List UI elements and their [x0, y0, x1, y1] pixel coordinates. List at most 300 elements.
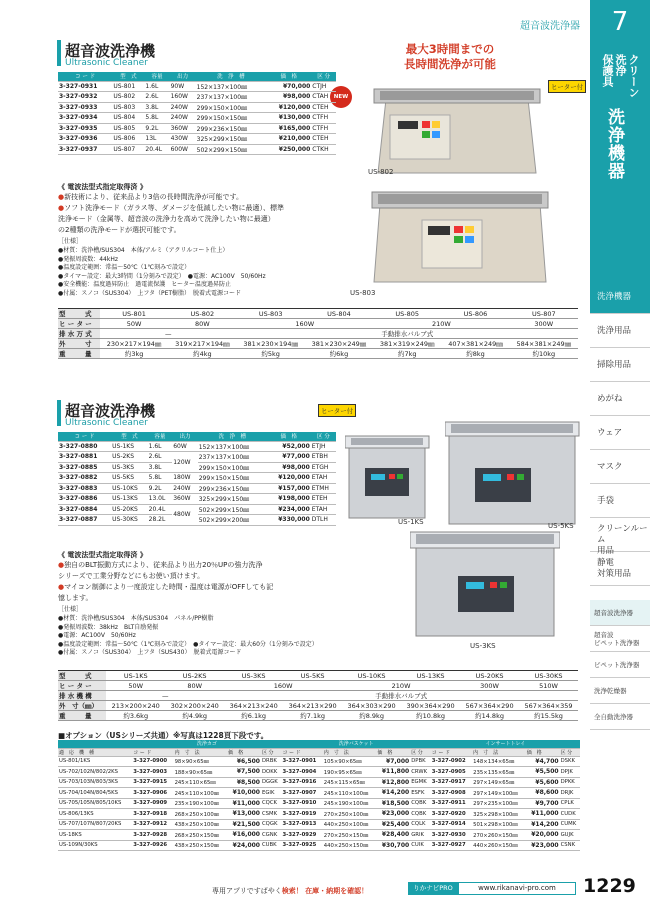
- options-cell: ¥8,600: [526, 788, 560, 799]
- options-cell: 3-327-0908: [431, 788, 472, 799]
- spec-value: 210W: [373, 319, 510, 329]
- table-cell: 3-327-0934: [58, 113, 112, 124]
- table-cell: 60W: [172, 441, 198, 452]
- table-cell: 3-327-0886: [58, 494, 111, 505]
- table-cell: US-804: [112, 113, 144, 124]
- column-header: コ ー ド: [58, 432, 111, 441]
- spec-row: [58, 329, 578, 339]
- options-cell: CUMK: [560, 819, 580, 830]
- options-cell: 3-327-0928: [132, 830, 173, 841]
- options-cell: ¥18,500: [376, 798, 410, 809]
- sidebar-subitem[interactable]: 洗浄乾燥器: [590, 678, 650, 704]
- options-cell: 438×250×150㎜: [174, 840, 228, 851]
- table-cell: 502×299×150㎜: [196, 144, 267, 155]
- table-cell: 1.6L: [148, 441, 173, 452]
- table-cell: ETMH: [311, 483, 336, 494]
- options-cell: 245×115×65㎜: [323, 777, 377, 788]
- options-subhead: 内 寸 法: [472, 748, 526, 756]
- table-row[interactable]: [58, 113, 336, 124]
- column-header: 区 分: [311, 72, 336, 81]
- footer-promo: 専用アプリですばやく検索！ 在庫・納期を確認！: [212, 887, 369, 895]
- section1-headline: 最大3時間までの 長時間洗浄が可能: [404, 42, 496, 71]
- site-url[interactable]: www.rikanavi-pro.com: [458, 882, 576, 895]
- table-row[interactable]: [58, 123, 336, 134]
- table-cell: 299×150×100㎜: [198, 462, 267, 473]
- sidebar-item[interactable]: マスク: [590, 450, 650, 484]
- options-subhead: コ ー ド: [132, 748, 173, 756]
- options-row[interactable]: [58, 798, 580, 809]
- table-cell: 480W: [172, 504, 198, 525]
- spec-model: US-13KS: [401, 671, 460, 681]
- options-cell: ¥20,000: [526, 830, 560, 841]
- spec-value: 407×381×249㎜: [441, 339, 509, 349]
- table-header-row: [58, 432, 336, 441]
- table-cell: 3-327-0937: [58, 144, 112, 155]
- options-cell: 3-327-0906: [132, 788, 173, 799]
- table-row[interactable]: [58, 473, 336, 484]
- title-bar: [57, 40, 61, 66]
- spec-value: 約15.5kg: [519, 711, 578, 721]
- table-row[interactable]: [58, 102, 336, 113]
- section2-title: 超音波洗浄機: [65, 402, 156, 420]
- table-cell: 13L: [144, 134, 169, 145]
- spec-label: 型 式: [58, 671, 106, 681]
- table-cell: 240W: [170, 113, 196, 124]
- options-cell: 3-327-0930: [431, 830, 472, 841]
- table-cell: ¥98,000: [266, 92, 311, 103]
- section2-spec-list: [58, 615, 318, 658]
- table-cell: ¥130,000: [266, 113, 311, 124]
- options-cell: ¥16,000: [227, 830, 261, 841]
- options-subhead: 価 格: [227, 748, 261, 756]
- spec-value: 50W: [106, 681, 165, 691]
- table-cell: ¥210,000: [266, 134, 311, 145]
- spec-value: 302×200×240: [165, 701, 224, 711]
- options-cell: 440×250×150㎜: [323, 840, 377, 851]
- options-cell: ¥23,000: [376, 809, 410, 820]
- table-cell: 299×236×150㎜: [198, 483, 267, 494]
- table-cell: ¥165,000: [266, 123, 311, 134]
- table-cell: 600W: [170, 144, 196, 155]
- feature-item: ●ソフト洗浄モード（ガラス等、ダメージを低減したい物に最適）、標準 洗浄モード（金属等、超音波の洗浄力を高めて洗浄したい物に最適） の2種類の洗浄モードが選択可能です。: [58, 204, 284, 234]
- options-cell: 3-327-0912: [132, 819, 173, 830]
- column-header: 価 格: [267, 432, 311, 441]
- section2-feature-head: 《 電波法型式指定取得済 》: [58, 551, 147, 559]
- sidebar-item[interactable]: ウェア: [590, 416, 650, 450]
- spec-line: ●付属：スノコ（SUS304） 上フタ（PET樹脂） 脱着式電源コード: [58, 289, 242, 297]
- options-row[interactable]: [58, 819, 580, 830]
- section2-spec-head: ［仕様］: [58, 606, 83, 613]
- table-cell: 237×137×100㎜: [198, 452, 267, 463]
- spec-label: ヒ ー タ ー: [58, 681, 106, 691]
- table-row[interactable]: [58, 494, 336, 505]
- spec-value: 80W: [168, 319, 236, 329]
- options-subhead: コ ー ド: [431, 748, 472, 756]
- options-row[interactable]: [58, 756, 580, 767]
- sidebar-item[interactable]: クリーンルーム 用品: [590, 518, 650, 552]
- column-header: 洗 浄 槽: [196, 72, 267, 81]
- table-cell: US-30KS: [111, 515, 148, 526]
- spec-value: —: [100, 329, 237, 339]
- section2-subtitle: Ultrasonic Cleaner: [65, 418, 148, 428]
- header-category: 超音波洗浄器: [520, 21, 580, 32]
- spec-line: ●発振周波数：38kHz BLT自励発振: [58, 623, 159, 631]
- table-cell: 120W: [172, 452, 198, 473]
- options-cell: 3-327-0918: [132, 809, 173, 820]
- options-cell: CPLK: [560, 798, 580, 809]
- spec-row: [58, 691, 578, 701]
- options-cell: 3-327-0925: [281, 840, 322, 851]
- heater-badge: ヒーター付: [548, 80, 586, 93]
- options-row[interactable]: [58, 840, 580, 851]
- options-cell: 325×298×100㎜: [472, 809, 526, 820]
- options-cell: 3-327-0902: [431, 756, 472, 767]
- table-cell: 5.8L: [148, 473, 173, 484]
- options-subhead: 区 分: [560, 748, 580, 756]
- options-group: 洗浄バスケット: [281, 740, 430, 748]
- section1-feature-head: 《 電波法型式指定取得済 》: [58, 183, 147, 191]
- table-row[interactable]: [58, 92, 336, 103]
- spec-model: US-1KS: [106, 671, 165, 681]
- table-cell: US-805: [112, 123, 144, 134]
- spec-line: ●材質：洗浄槽/SUS304 本体/アルミ（アクリルコート仕上）: [58, 247, 229, 254]
- spec-value: 300W: [510, 319, 578, 329]
- feature-item: ●マイコン制御により一度設定した時間・温度は電源がOFFしても記 憶します。: [58, 583, 274, 602]
- options-group: 洗浄カゴ: [132, 740, 281, 748]
- new-badge: NEW: [330, 86, 352, 108]
- options-cell: ¥14,200: [526, 819, 560, 830]
- options-cell: 98×90×65㎜: [174, 756, 228, 767]
- options-cell: 3-327-0900: [132, 756, 173, 767]
- section2-features: [58, 560, 358, 604]
- table-cell: US-807: [112, 144, 144, 155]
- table-cell: 2.6L: [148, 452, 173, 463]
- options-cell: CQBK: [410, 798, 431, 809]
- caption-us3ks: US-3KS: [470, 642, 496, 650]
- table-row[interactable]: [58, 134, 336, 145]
- table-row[interactable]: [58, 515, 336, 526]
- options-cell: 440×260×150㎜: [472, 840, 526, 851]
- spec-label: 重 量: [58, 711, 106, 721]
- section1-spec-table: [58, 308, 578, 359]
- spec-value: 手動排水バルブ式: [237, 329, 578, 339]
- spec-label: 外 寸: [58, 339, 100, 349]
- sidebar-item[interactable]: めがね: [590, 382, 650, 416]
- product-image-us5ks: [445, 418, 580, 530]
- spec-model: US-804: [305, 309, 373, 319]
- options-cell: US-18KS: [58, 830, 132, 841]
- options-cell: DPJK: [560, 767, 580, 778]
- spec-value: 381×230×194㎜: [237, 339, 305, 349]
- spec-value: 約10kg: [510, 349, 578, 359]
- spec-model: US-802: [168, 309, 236, 319]
- table-cell: CTKH: [311, 144, 336, 155]
- options-subhead: 区 分: [410, 748, 431, 756]
- sidebar-subitem[interactable]: 全自動洗浄器: [590, 704, 650, 730]
- options-cell: ¥28,400: [376, 830, 410, 841]
- options-row[interactable]: [58, 809, 580, 820]
- table-cell: US-1KS: [111, 441, 148, 452]
- table-cell: 502×299×200㎜: [198, 515, 267, 526]
- table-cell: US-2KS: [111, 452, 148, 463]
- spec-line: ●温度設定範囲：常温～50℃（1℃刻みで設定） ●タイマー設定：最大60分（1分刻みで設定）: [58, 640, 318, 648]
- options-cell: 3-327-0926: [132, 840, 173, 851]
- options-cell: EGIK: [261, 788, 281, 799]
- table-cell: ETBH: [311, 452, 336, 463]
- spec-value: 約4.9kg: [165, 711, 224, 721]
- options-cell: ¥12,800: [376, 777, 410, 788]
- table-cell: 180W: [172, 473, 198, 484]
- section1-order-table: [58, 72, 336, 155]
- spec-label: 排 水 機 構: [58, 691, 106, 701]
- page-number: 1229: [583, 875, 636, 897]
- sidebar-item[interactable]: 洗浄機器: [590, 280, 650, 314]
- spec-value: 381×319×249㎜: [373, 339, 441, 349]
- table-cell: 3-327-0935: [58, 123, 112, 134]
- sidebar-item[interactable]: 手袋: [590, 484, 650, 518]
- table-cell: CTAH: [311, 92, 336, 103]
- options-cell: 501×298×100㎜: [472, 819, 526, 830]
- options-cell: ¥23,000: [526, 840, 560, 851]
- spec-value: 160W: [237, 319, 374, 329]
- options-cell: ¥10,000: [227, 788, 261, 799]
- options-cell: CUDK: [560, 809, 580, 820]
- product-image-us3ks: [410, 528, 560, 642]
- section1-subtitle: Ultrasonic Cleaner: [65, 58, 148, 68]
- options-table: [58, 740, 580, 851]
- spec-value: 約7kg: [373, 349, 441, 359]
- options-cell: 438×250×100㎜: [174, 819, 228, 830]
- section1-spec-list: [58, 247, 266, 298]
- options-subhead: 適 応 機 種: [58, 748, 132, 756]
- table-cell: 299×150×150㎜: [198, 473, 267, 484]
- options-cell: ¥21,500: [227, 819, 261, 830]
- table-row[interactable]: [58, 504, 336, 515]
- column-header: 容量: [144, 72, 169, 81]
- table-cell: 90W: [170, 81, 196, 92]
- table-cell: ¥198,000: [267, 494, 311, 505]
- table-cell: 152×137×100㎜: [198, 441, 267, 452]
- options-cell: ¥8,500: [227, 777, 261, 788]
- column-header: 型 式: [111, 432, 148, 441]
- table-cell: US-5KS: [111, 473, 148, 484]
- table-cell: 325×299×150㎜: [196, 134, 267, 145]
- table-row[interactable]: [58, 462, 336, 473]
- options-cell: 268×250×100㎜: [174, 809, 228, 820]
- spec-model: US-30KS: [519, 671, 578, 681]
- options-cell: 3-327-0903: [132, 767, 173, 778]
- column-header: 価 格: [266, 72, 311, 81]
- spec-value: 手動排水バルブ式: [224, 691, 578, 701]
- table-cell: 3-327-0880: [58, 441, 111, 452]
- spec-model: US-803: [237, 309, 305, 319]
- options-title: ■オプション（USシリーズ共通）※写真は1228頁下段です。: [58, 731, 269, 740]
- table-row[interactable]: [58, 144, 336, 155]
- table-cell: 360W: [170, 123, 196, 134]
- sidebar-subitem[interactable]: 超音波 ピペット洗浄器: [590, 626, 650, 652]
- table-row[interactable]: [58, 81, 336, 92]
- table-cell: 299×150×150㎜: [196, 113, 267, 124]
- spec-value: 約6.1kg: [224, 711, 283, 721]
- column-header: 洗 浄 槽: [198, 432, 267, 441]
- table-header-row: [58, 72, 336, 81]
- table-cell: 3-327-0883: [58, 483, 111, 494]
- table-cell: ETAH: [311, 473, 336, 484]
- options-row[interactable]: [58, 830, 580, 841]
- table-cell: 3-327-0882: [58, 473, 111, 484]
- spec-value: 381×230×249㎜: [305, 339, 373, 349]
- spec-label: 外 寸（㎜）: [58, 701, 106, 711]
- spec-value: 584×381×249㎜: [510, 339, 578, 349]
- options-cell: 270×250×100㎜: [323, 809, 377, 820]
- spec-value: 50W: [100, 319, 168, 329]
- table-row[interactable]: [58, 452, 336, 463]
- table-cell: 28.2L: [148, 515, 173, 526]
- options-cell: 3-327-0919: [281, 809, 322, 820]
- spec-value: 160W: [224, 681, 342, 691]
- options-subhead: 価 格: [526, 748, 560, 756]
- options-cell: CQCK: [261, 798, 281, 809]
- table-cell: 299×150×100㎜: [196, 102, 267, 113]
- table-cell: 2.6L: [144, 92, 169, 103]
- app-badge[interactable]: りかナビPRO: [408, 882, 458, 895]
- table-cell: 9.2L: [144, 123, 169, 134]
- options-cell: 3-327-0909: [132, 798, 173, 809]
- spec-model: US-5KS: [283, 671, 342, 681]
- column-header: コ ー ド: [58, 72, 112, 81]
- table-cell: ETEH: [311, 494, 336, 505]
- options-cell: 3-327-0913: [281, 819, 322, 830]
- options-cell: 190×95×65㎜: [323, 767, 377, 778]
- options-cell: ¥4,700: [526, 756, 560, 767]
- table-cell: 299×236×150㎜: [196, 123, 267, 134]
- options-cell: DGGK: [261, 777, 281, 788]
- spec-model: US-806: [441, 309, 509, 319]
- options-cell: GUJK: [560, 830, 580, 841]
- table-cell: US-13KS: [111, 494, 148, 505]
- spec-row: [58, 309, 578, 319]
- table-cell: ¥98,000: [267, 462, 311, 473]
- spec-line: ●付属：スノコ（SUS304） 上フタ（SUS430） 脱着式電源コード: [58, 649, 242, 656]
- sidebar-item[interactable]: 掃除用品: [590, 348, 650, 382]
- options-cell: ¥5,500: [526, 767, 560, 778]
- options-row[interactable]: [58, 777, 580, 788]
- options-row[interactable]: [58, 767, 580, 778]
- table-cell: CTFH: [311, 123, 336, 134]
- spec-label: ヒ ー タ ー: [58, 319, 100, 329]
- spec-value: —: [106, 691, 224, 701]
- spec-row: [58, 681, 578, 691]
- table-row[interactable]: [58, 483, 336, 494]
- table-cell: ¥77,000: [267, 452, 311, 463]
- product-image-us803: [370, 188, 550, 292]
- spec-value: 80W: [165, 681, 224, 691]
- table-cell: DTLH: [311, 515, 336, 526]
- spec-value: 210W: [342, 681, 460, 691]
- table-cell: ¥52,000: [267, 441, 311, 452]
- options-subhead: 区 分: [261, 748, 281, 756]
- sidebar-item[interactable]: 静電 対策用品: [590, 552, 650, 586]
- spec-line: ●安全機能：温度過昇防止 過電流保護 ヒーター温度過昇防止: [58, 281, 231, 288]
- table-cell: ETAH: [311, 504, 336, 515]
- options-cell: DRJK: [560, 788, 580, 799]
- options-cell: 245×110×100㎜: [174, 788, 228, 799]
- spec-line: ●発振周波数：44kHz: [58, 255, 119, 263]
- product-image-us1ks: [345, 432, 430, 526]
- spec-row: [58, 319, 578, 329]
- spec-row: [58, 339, 578, 349]
- spec-line: ●温度設定範囲：常温～50℃（1℃刻みで設定）: [58, 264, 191, 271]
- spec-value: 390×364×290: [401, 701, 460, 711]
- spec-line: ●電源：AC100V 50/60Hz: [58, 632, 136, 639]
- table-cell: 502×299×150㎜: [198, 504, 267, 515]
- spec-value: 364×213×240: [224, 701, 283, 711]
- spec-label: 型 式: [58, 309, 100, 319]
- sidebar-subitem[interactable]: 超音波洗浄器: [590, 600, 650, 626]
- table-cell: US-3KS: [111, 462, 148, 473]
- options-group: [58, 740, 132, 748]
- options-row[interactable]: [58, 788, 580, 799]
- sidebar-item[interactable]: 洗浄用品: [590, 314, 650, 348]
- options-cell: 3-327-0915: [132, 777, 173, 788]
- options-cell: US-801/1KS: [58, 756, 132, 767]
- options-cell: 440×250×100㎜: [323, 819, 377, 830]
- feature-item: ●新技術により、従来品より3倍の長時間洗浄が可能です。: [58, 193, 244, 201]
- options-cell: CQLK: [410, 819, 431, 830]
- table-cell: 3-327-0887: [58, 515, 111, 526]
- table-cell: US-10KS: [111, 483, 148, 494]
- options-cell: 3-327-0910: [281, 798, 322, 809]
- spec-row: [58, 701, 578, 711]
- options-cell: ESFK: [410, 788, 431, 799]
- spec-line: ●材質：洗浄槽/SUS304 本体/SUS304 パネル/PP樹脂: [58, 615, 214, 622]
- options-cell: 105×90×65㎜: [323, 756, 377, 767]
- table-cell: 3.8L: [148, 462, 173, 473]
- table-cell: 20.4L: [144, 144, 169, 155]
- table-cell: ¥330,000: [267, 515, 311, 526]
- sidebar-subitem[interactable]: ピペット洗浄器: [590, 652, 650, 678]
- table-cell: ETGH: [311, 462, 336, 473]
- options-cell: CUBK: [261, 840, 281, 851]
- table-cell: US-803: [112, 102, 144, 113]
- options-cell: 148×134×65㎜: [472, 756, 526, 767]
- spec-value: 約7.1kg: [283, 711, 342, 721]
- table-row[interactable]: [58, 441, 336, 452]
- spec-row: [58, 671, 578, 681]
- column-header: 区 分: [311, 432, 336, 441]
- column-header: 容量: [148, 432, 173, 441]
- spec-model: US-2KS: [165, 671, 224, 681]
- sidebar-chapter-block: [590, 50, 650, 280]
- table-cell: 237×137×100㎜: [196, 92, 267, 103]
- options-cell: US-707/107N/807/20KS: [58, 819, 132, 830]
- table-cell: ¥120,000: [266, 102, 311, 113]
- options-cell: 3-327-0907: [281, 788, 322, 799]
- options-cell: US-703/103N/803/3KS: [58, 777, 132, 788]
- table-cell: 20.4L: [148, 504, 173, 515]
- options-subhead: 内 寸 法: [174, 748, 228, 756]
- caption-us1ks: US-1KS: [398, 518, 424, 526]
- sidebar-top-label: 洗浄: [614, 54, 627, 76]
- section2-spec-table: [58, 670, 578, 721]
- options-cell: ¥7,000: [376, 756, 410, 767]
- column-header: 出力: [170, 72, 196, 81]
- spec-value: 300W: [460, 681, 519, 691]
- options-cell: ¥30,700: [376, 840, 410, 851]
- spec-model: US-801: [100, 309, 168, 319]
- table-cell: 3-327-0932: [58, 92, 112, 103]
- options-cell: US-702/102N/802/2KS: [58, 767, 132, 778]
